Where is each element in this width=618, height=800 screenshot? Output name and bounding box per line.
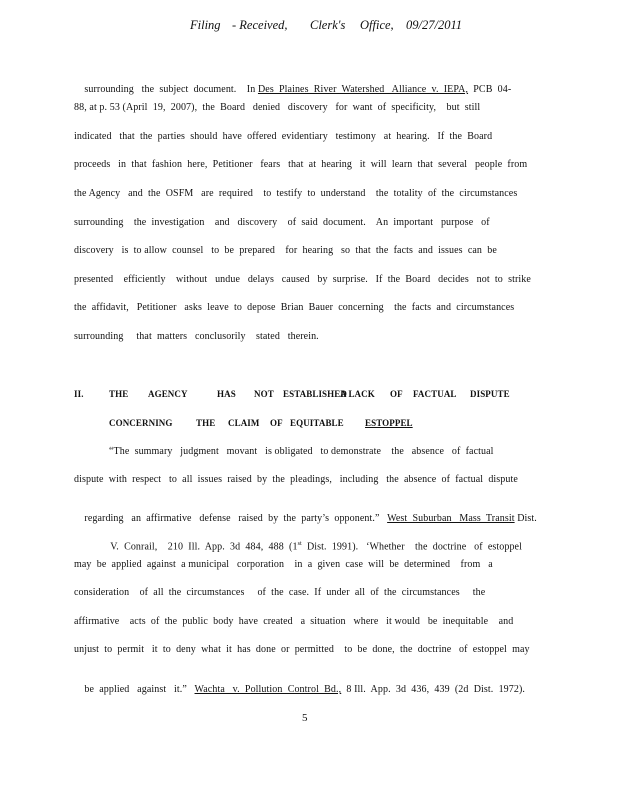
heading-word: ESTABLISHED — [283, 389, 347, 399]
text-segment: Dist. — [514, 513, 537, 524]
heading-word: AGENCY — [148, 389, 188, 399]
text-line: proceeds in that fashion here, Petitioner fears that at hearing it will learn that several people from — [74, 159, 528, 170]
text-segment: surrounding the subject document. In — [84, 84, 258, 95]
header-filing: Filing — [190, 18, 221, 32]
heading-word: HAS — [217, 389, 236, 399]
text-segment: 8 Ill. App. 3d 436, 439 (2d Dist. 1972). — [341, 684, 526, 695]
text-line: the affidavit, Petitioner asks leave to depose Brian Bauer concerning the facts and circumstances — [74, 302, 515, 313]
page-number: 5 — [302, 712, 308, 724]
header-received: - Received, — [232, 18, 288, 32]
header-date: 09/27/2011 — [406, 18, 463, 32]
heading-word: ESTOPPEL — [365, 418, 413, 428]
heading-word: NOT — [254, 389, 274, 399]
heading-word: FACTUAL — [413, 389, 457, 399]
text-line: 88, at p. 53 (April 19, 2007), the Board denied discovery for want of specificity, but still — [74, 102, 481, 113]
heading-word: THE — [196, 418, 216, 428]
heading-word: CONCERNING — [109, 418, 173, 428]
text-line — [74, 673, 525, 706]
case-citation: Des Plaines River Watershed Alliance v. IEPA, — [257, 84, 469, 95]
text-segment: Dist. 1991). ‘Whether the doctrine of estoppel — [301, 541, 522, 553]
text-line: dispute with respect to all issues raised by the pleadings, including the absence of factual dispute — [74, 474, 518, 485]
case-citation: Wachta v. Pollution Control Bd., — [194, 684, 342, 695]
text-segment: PCB 04- — [468, 84, 512, 95]
heading-word: EQUITABLE — [290, 418, 344, 428]
heading-word: OF — [270, 418, 283, 428]
heading-number: II. — [74, 389, 84, 399]
header-office: Office, — [360, 18, 394, 32]
ordinal-suffix: st — [297, 541, 302, 547]
text-line: unjust to permit it to deny what it has done or permitted to be done, the doctrine of estoppel may — [74, 644, 530, 655]
text-line: surrounding the investigation and discovery of said document. An important purpose of — [74, 217, 490, 228]
text-line: presented efficiently without undue delays caused by surprise. If the Board decides not to strike — [74, 274, 531, 285]
text-segment: V. Conrail, 210 Ill. App. 3d 484, 488 (1 — [110, 541, 298, 553]
case-citation: West Suburban Mass Transit — [387, 513, 515, 524]
header-clerks: Clerk's — [310, 18, 346, 32]
text-line: affirmative acts of the public body have created a situation where it would be inequitable and — [74, 616, 514, 627]
text-line: consideration of all the circumstances of the case. If under all of the circumstances the — [74, 587, 486, 598]
text-line: may be applied against a municipal corporation in a given case will be determined from a — [74, 559, 493, 570]
heading-word: CLAIM — [228, 418, 260, 428]
text-line: the Agency and the OSFM are required to testify to understand the totality of the circumstances — [74, 188, 518, 199]
text-segment: regarding an affirmative defense raised by the party’s opponent.” — [84, 513, 388, 524]
heading-word: DISPUTE — [470, 389, 510, 399]
text-line: surrounding that matters conclusorily stated therein. — [74, 331, 319, 342]
heading-word: OF — [390, 389, 403, 399]
text-line: indicated that the parties should have offered evidentiary testimony at hearing. If the Board — [74, 131, 493, 142]
heading-word: A LACK — [340, 389, 375, 399]
text-segment: be applied against it.” — [84, 684, 195, 695]
text-line: discovery is to allow counsel to be prepared for hearing so that the facts and issues can be — [74, 245, 497, 256]
text-line: “The summary judgment movant is obligated to demonstrate the absence of factual — [109, 446, 494, 457]
heading-word: THE — [109, 389, 129, 399]
